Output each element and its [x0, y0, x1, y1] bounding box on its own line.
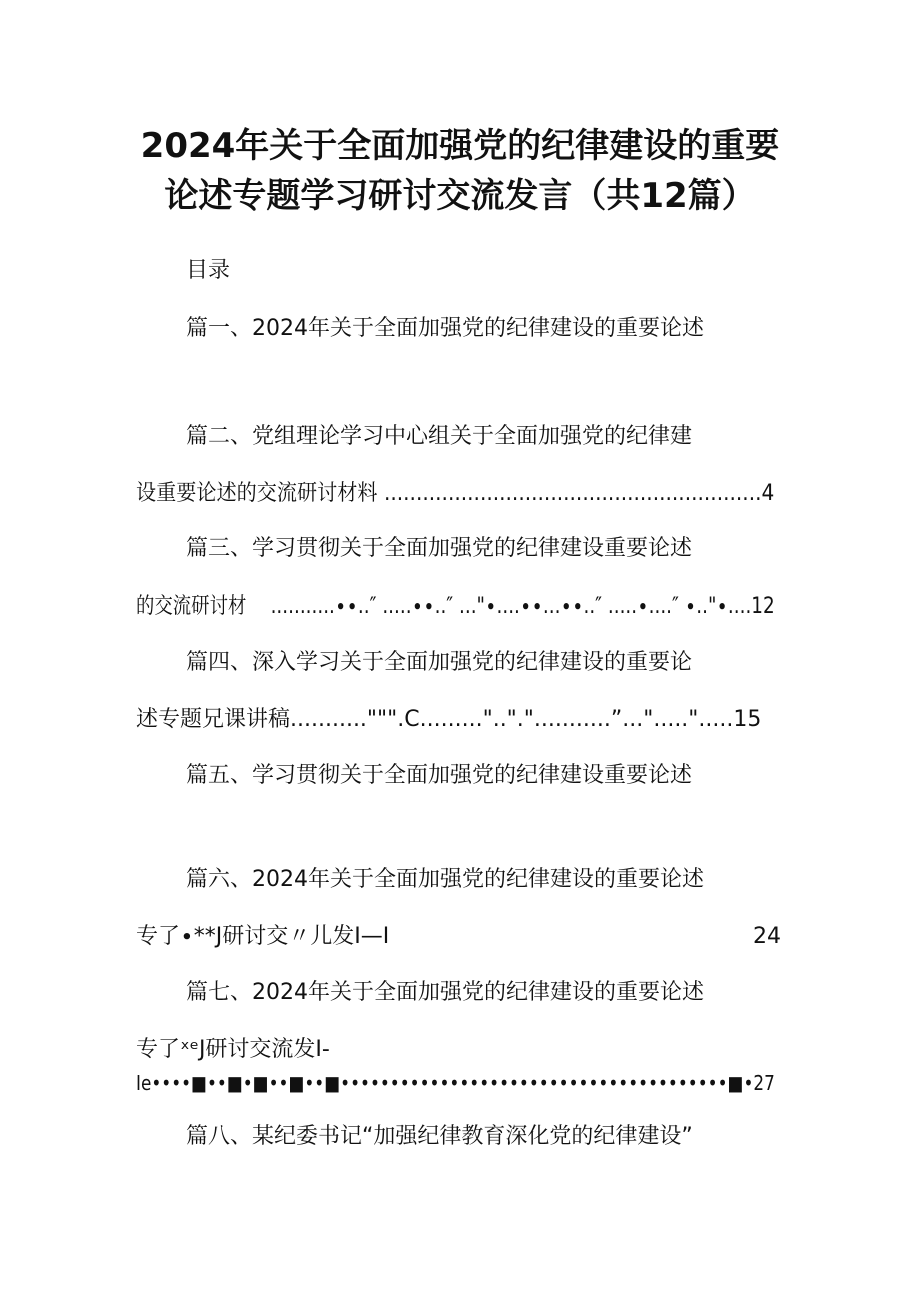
toc-entry-6[interactable]: 篇六、2024年关于全面加强党的纪律建设的重要论述	[186, 867, 704, 892]
document-title-line-2: 论述专题学习研讨交流发言（共12篇）	[164, 176, 756, 216]
toc-entry-2-continuation[interactable]: 设重要论述的交流研讨材料 ...........................................................4	[136, 481, 775, 506]
toc-entry-1[interactable]: 篇一、2024年关于全面加强党的纪律建设的重要论述	[186, 316, 704, 341]
toc-entry-6-page-number: 24	[753, 924, 781, 949]
toc-heading: 目录	[186, 258, 231, 283]
toc-entry-3[interactable]: 篇三、学习贯彻关于全面加强党的纪律建设重要论述	[186, 536, 693, 561]
toc-entry-4-continuation[interactable]: 述专题兄课讲稿...........""".C.........".."."...........”...".....".....15	[136, 707, 762, 732]
document-title-line-1: 2024年关于全面加强党的纪律建设的重要	[140, 126, 780, 166]
toc-entry-2[interactable]: 篇二、党组理论学习中心组关于全面加强党的纪律建	[186, 424, 693, 449]
toc-entry-8[interactable]: 篇八、某纪委书记“加强纪律教育深化党的纪律建设”	[186, 1124, 693, 1149]
toc-entry-7-continuation[interactable]: 专了ˣᵉJ研讨交流发I-	[136, 1037, 330, 1062]
toc-entry-6-continuation[interactable]: 专了∙**J研讨交〃儿发I—I	[136, 924, 390, 949]
toc-entry-5[interactable]: 篇五、学习贯彻关于全面加强党的纪律建设重要论述	[186, 763, 693, 788]
toc-entry-4[interactable]: 篇四、深入学习关于全面加强党的纪律建设的重要论	[186, 650, 693, 675]
toc-entry-7[interactable]: 篇七、2024年关于全面加强党的纪律建设的重要论述	[186, 980, 704, 1005]
toc-entry-7-leader[interactable]: Ie••••■••■•■••■••■•••••••••••••••••••••••••••••••••••••••■•27	[136, 1071, 775, 1095]
toc-entry-3-continuation[interactable]: 的交流研讨材 ...........∙∙..″ .....∙∙..″ ..."∙....∙∙...∙∙..″ .....∙....″ ∙.."∙....12	[136, 594, 775, 619]
